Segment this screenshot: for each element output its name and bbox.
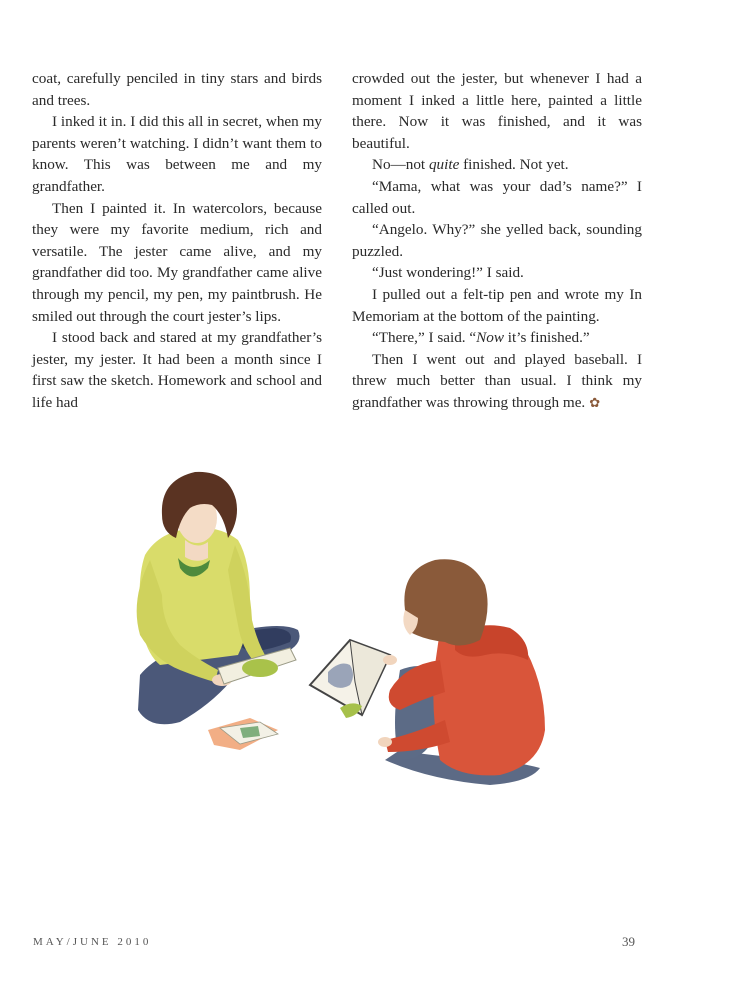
paragraph: crowded out the jester, but whenever I had a moment I inked a little here, painted a little there. Now it was finished, and it was beautiful. xyxy=(352,70,642,152)
end-mark-icon: ✿ xyxy=(589,394,601,410)
paragraph: I inked it in. I did this all in secret, when my parents weren’t watching. I didn’t want them to know. This was between me and my grandfather. xyxy=(32,113,322,195)
italic-word: Now xyxy=(476,329,504,347)
text-run: it’s finished.” xyxy=(504,329,590,347)
watercolor-illustration xyxy=(100,460,570,810)
paragraph xyxy=(352,349,642,414)
paragraph: Then I painted it. In watercolors, because they were my favorite medium, rich and versatile. The jester came alive, and my grandfather did too. My grandfather came alive through my pencil, my pen, my paintbrush. He smiled out through the court jester’s lips. xyxy=(32,199,322,325)
text-run: No—not xyxy=(372,156,429,174)
paragraph: I stood back and stared at my grandfather’s jester, my jester. It had been a month since I first saw the sketch. Homework and school and life had xyxy=(32,329,322,411)
right-text-column xyxy=(352,68,642,414)
paragraph: “Just wondering!” I said. xyxy=(372,264,524,282)
text-run: “There,” I said. “ xyxy=(372,329,477,347)
italic-word: quite xyxy=(428,156,460,174)
page-number: 39 xyxy=(622,934,635,949)
paragraph: “Angelo. Why?” she yelled back, sounding puzzled. xyxy=(352,221,642,260)
child-figure xyxy=(310,559,545,785)
text-run: Then I went out and played baseball. I threw much better than usual. I think my grandfather was throwing through me. xyxy=(352,350,642,411)
woman-figure xyxy=(137,472,300,750)
text-run: finished. Not yet. xyxy=(459,156,569,174)
left-text-column xyxy=(32,68,322,414)
paragraph: “Mama, what was your dad’s name?” I called out. xyxy=(352,177,642,217)
paragraph: coat, carefully penciled in tiny stars and birds and trees. xyxy=(32,70,322,109)
paragraph: I pulled out a felt-tip pen and wrote my In Memoriam at the bottom of the painting. xyxy=(352,285,642,325)
paragraph xyxy=(352,327,642,349)
paragraph xyxy=(352,154,642,176)
footer-magazine-issue: MAY/JUNE 2010 xyxy=(33,936,152,948)
